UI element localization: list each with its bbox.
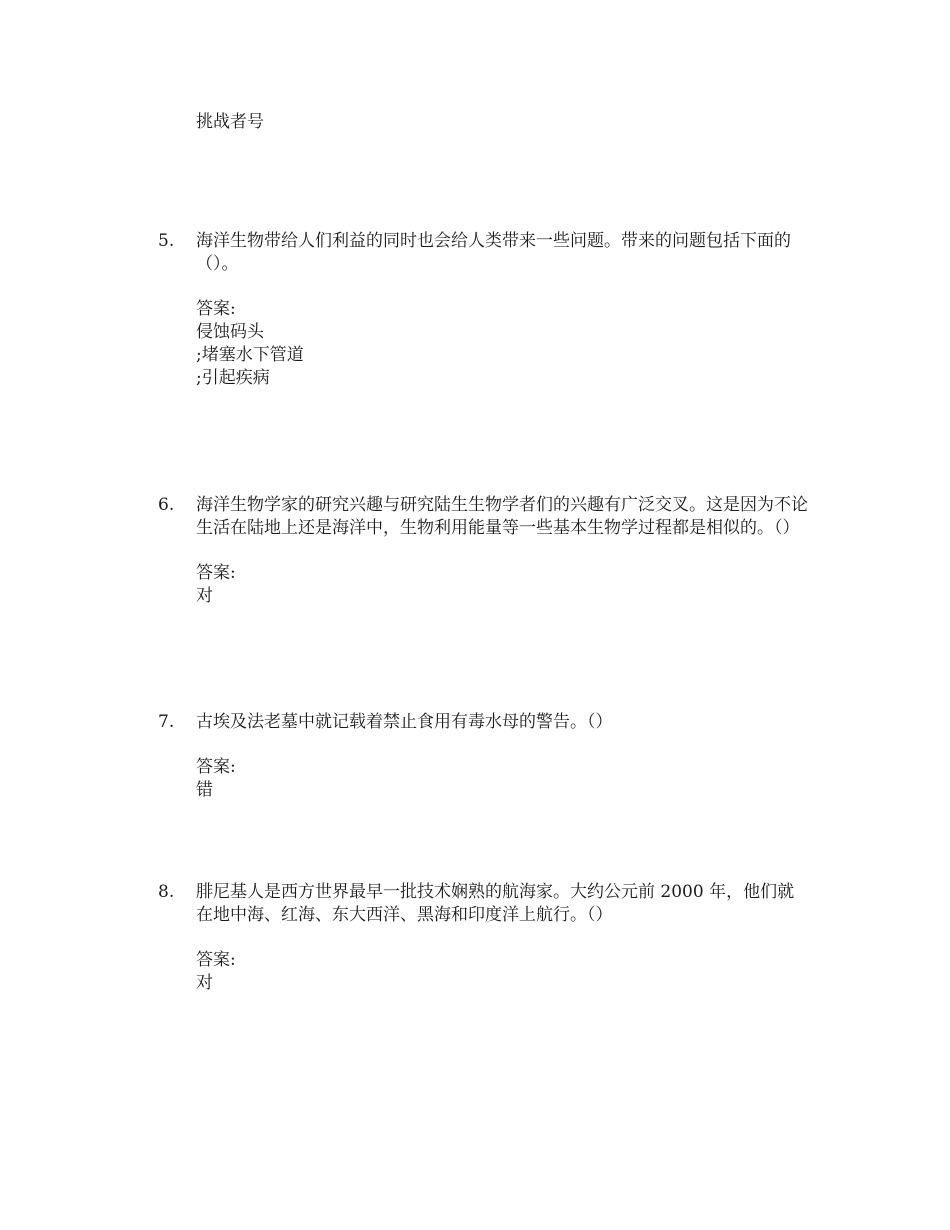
carryover-answer-line: 挑战者号: [196, 112, 264, 132]
question-body: [196, 494, 810, 608]
answer-option: 侵蚀码头: [196, 322, 264, 342]
question-text: 海洋生物带给人们利益的同时也会给人类带来一些问题。带来的问题包括下面的（）。: [196, 231, 791, 274]
question-text: 腓尼基人是西方世界最早一批技术娴熟的航海家。大约公元前 2000 年，他们就在地中海、红海、东大西洋、黑海和印度洋上航行。（）: [196, 882, 795, 925]
answer-label: 答案:: [196, 299, 236, 319]
question-body: [196, 711, 810, 802]
answer-option: ;引起疾病: [196, 368, 270, 388]
question-number: 7.: [158, 712, 175, 732]
question-body: [196, 230, 810, 390]
answer-option: ;堵塞水下管道: [196, 345, 304, 365]
question-text: 海洋生物学家的研究兴趣与研究陆生生物学者们的兴趣有广泛交叉。这是因为不论生活在陆地上还是海洋中，生物利用能量等一些基本生物学过程都是相似的。（）: [196, 495, 808, 538]
answer-label: 答案:: [196, 563, 236, 583]
question-number: 6.: [158, 495, 175, 515]
answer-value: 错: [196, 780, 213, 800]
question-number: 8.: [158, 882, 175, 902]
answer-label: 答案:: [196, 950, 236, 970]
question-text: 古埃及法老墓中就记载着禁止食用有毒水母的警告。（）: [196, 712, 613, 732]
answer-value: 对: [196, 586, 213, 606]
answer-value: 对: [196, 973, 213, 993]
question-body: [196, 881, 810, 995]
answer-label: 答案:: [196, 757, 236, 777]
question-number: 5.: [158, 231, 175, 251]
